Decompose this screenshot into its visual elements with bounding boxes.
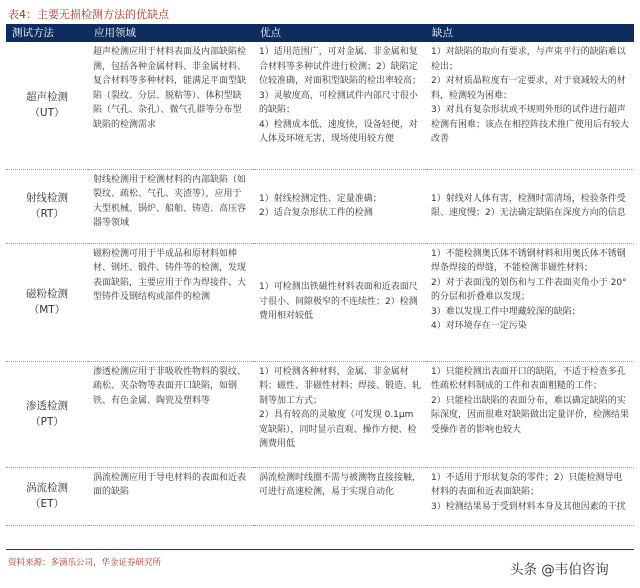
cons-item: 4）对环境存在一定污染	[431, 321, 527, 331]
method-cell	[6, 467, 88, 525]
cons-item: 1）只能检测出表面开口的缺陷，不适于检查多孔性疏松材料制成的工件和表面粗糙的工件；	[431, 366, 626, 391]
application-cell: 射线检测用于检测材料的内部缺陷（如裂纹、疏松、气孔、夹渣等），应用于大型机械、锅炉、船舶、铸造、高压容器等领域	[93, 174, 247, 228]
method-cell	[6, 169, 88, 243]
method-name: 磁粉检测	[26, 288, 68, 300]
cons-item: 3）检测结果易于受到材料本身及其他因素的干扰	[431, 501, 626, 512]
table-row	[6, 169, 634, 243]
application-cell: 磁粉检测可用于半成品和原材料如棒材、钢坯、锻件、铸件等的检测，发现表面缺陷，主要应用于作为焊接件、大型铸件及钢结构或部件的检测	[93, 248, 247, 302]
cons-item: 1）不能检测奥氏体不锈钢材料和用奥氏体不锈钢焊条焊接的焊缝，不能检测非磁性材料；	[431, 248, 626, 273]
method-name: 渗透检测	[26, 400, 68, 412]
cons-item: 3）难以发现工件中埋藏较深的缺陷；	[431, 306, 581, 317]
method-name: 射线检测	[26, 192, 68, 204]
cons-item: 1）对缺陷的取向有要求，与声束平行的缺陷难以检出；	[431, 47, 626, 72]
pros-item: 3）灵敏度高，可检测试件内部尺寸很小的缺陷；	[259, 90, 418, 115]
pros-item: 2）适合复杂形状工件的检测	[259, 208, 373, 218]
pros-cell	[254, 243, 426, 361]
table-caption: 表4：主要无损检测方法的优缺点	[8, 8, 169, 21]
header-pros: 优点	[254, 24, 426, 42]
watermark	[510, 558, 609, 578]
table-row	[6, 42, 634, 169]
table-row	[6, 243, 634, 361]
pros-item: 1）适用范围广，可对金属、非金属和复合材料等多种试件进行检测；2）缺陷定位较准确，对面积型缺陷的检出率较高；	[259, 47, 422, 86]
pros-item: 2）具有较高的灵敏度（可发现 0.1μm 宽缺陷），同时显示直观、操作方便、检测费用低	[259, 410, 417, 449]
pros-item: 1）射线检测定性、定量准确；	[259, 193, 382, 204]
cons-cell	[426, 169, 634, 243]
header-method: 测试方法	[6, 24, 88, 42]
source-note: 资料来源：多滴乐公司，华金证券研究所	[8, 558, 162, 568]
cons-item: 2）对于表面浅的划伤和与工件表面夹角小于 20°的分层和折叠难以发现；	[431, 277, 627, 302]
cons-cell	[426, 467, 634, 525]
pros-cell	[254, 42, 426, 169]
cons-item: 2）对材质晶粒度有一定要求，对于衰减较大的材料，检测较为困难；	[431, 76, 626, 101]
header-cons: 缺点	[426, 24, 634, 42]
table-row	[6, 361, 634, 467]
cons-item: 3）对具有复杂形状或不规则外形的试件进行超声检测有困难；该点在相控阵技术推广使用后有较大改善	[431, 105, 630, 144]
header-row	[6, 24, 634, 42]
method-abbr: （ET）	[29, 498, 65, 510]
method-abbr: （RT）	[30, 208, 64, 220]
method-cell	[6, 42, 88, 169]
cons-cell	[426, 42, 634, 169]
cons-cell	[426, 243, 634, 361]
application-cell: 涡流检测应用于导电材料的表面和近表面的缺陷	[93, 472, 247, 497]
method-abbr: （MT）	[28, 304, 66, 316]
pros-cell	[254, 467, 426, 525]
pros-item: 1）可检测出铁磁性材料表面和近表面尺寸很小、间隙极窄的不连续性；2）检测费用相对较低	[259, 282, 418, 322]
cons-item: 2）只能检出缺陷的表面分布，难以确定缺陷的实际深度，因而很难对缺陷做出定量评价，检测结果受操作者的影响也较大	[431, 395, 630, 435]
watermark-text: 头条 @韦伯咨询	[510, 562, 609, 578]
method-name: 涡流检测	[26, 482, 68, 494]
method-abbr: （PT）	[30, 416, 64, 428]
method-name: 超声检测	[26, 91, 68, 104]
method-cell	[6, 361, 88, 467]
pros-item: 1）可检测各种材料，金属、非金属材料；磁性、非磁性材料；焊接、锻造、轧制等加工方式；	[259, 366, 422, 406]
table-row	[6, 467, 634, 525]
cons-item: 1）射线对人体有害，检测时需清场，检验条件受限、速度慢；2）无法确定缺陷在深度方向的信息	[431, 193, 626, 218]
pros-item: 涡流检测时线圈不需与被测物直接接触，可进行高速检测，易于实现自动化	[259, 472, 422, 497]
cons-cell	[426, 361, 634, 467]
method-cell	[6, 243, 88, 361]
application-cell: 超声检测应用于材料表面及内部缺陷检测，包括各种金属材料、非金属材料、复合材料等多种材料，能满足平面型缺陷（裂纹、分层、脱粘等）、体积型缺陷（气孔、杂孔）、微气孔群等分布型缺陷的检测需求	[93, 47, 247, 130]
pros-cell	[254, 169, 426, 243]
cons-item: 1）不适用于形状复杂的零件；2）只能检测导电材料的表面和近表面缺陷；	[431, 472, 623, 497]
pros-cell	[254, 361, 426, 467]
application-cell: 渗透检测应用于非吸收性物料的裂纹、疏松、夹杂物等表面开口缺陷，如钢铁、有色金属、陶瓷及塑料等	[93, 366, 247, 406]
header-application: 应用领域	[88, 24, 254, 42]
table-bottom-rule	[6, 549, 634, 550]
method-abbr: （UT）	[29, 107, 65, 120]
ndt-comparison-table	[6, 24, 634, 526]
pros-item: 4）检测成本低、速度快，设备轻便，对人体及环境无害，现场使用较方便	[259, 119, 418, 144]
